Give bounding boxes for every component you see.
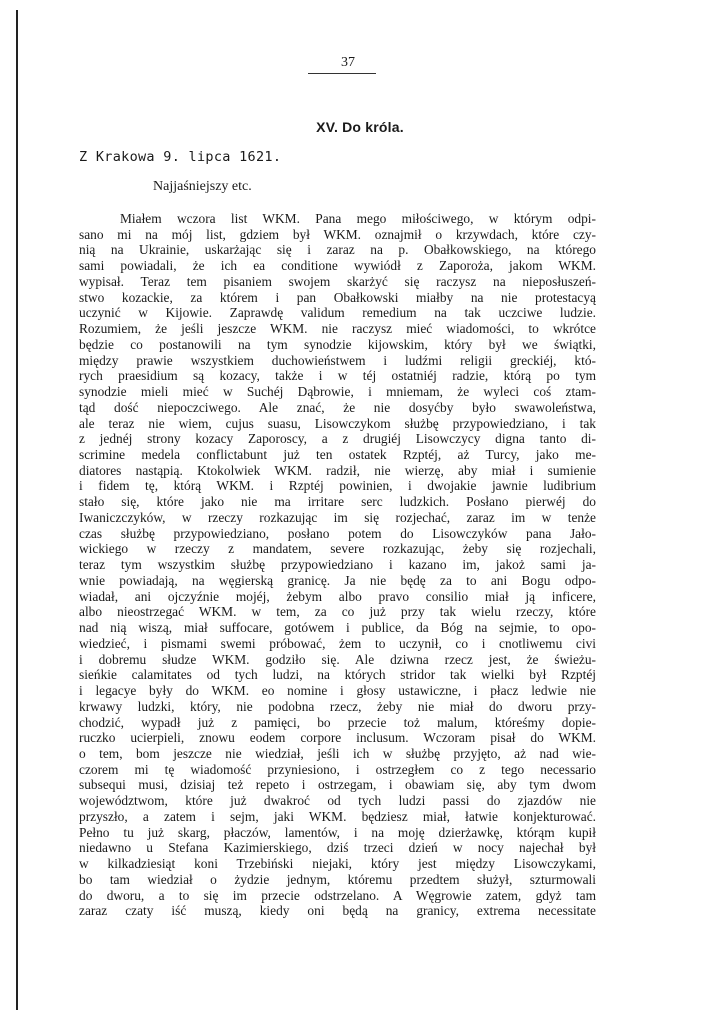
body-line: między prawie wszystkiem duchowieństwem i ludźmi religii greckiéj, któ- — [79, 352, 596, 368]
body-line: scrimine medela conflictabunt już ten ostatek Rzptéj, aż Turcy, jako me- — [79, 447, 596, 463]
body-line: Miałem wczora list WKM. Pana mego miłościwego, w którym odpi- — [120, 211, 596, 226]
letter-dateline: Z Krakowa 9. lipca 1621. — [79, 149, 282, 165]
body-line: zaraz czaty iść muszą, kiedy oni będą na granicy, extrema necessitate — [79, 903, 596, 919]
body-line: Rozumiem, że jeśli jeszcze WKM. nie raczysz mieć wiadomości, to wkrótce — [79, 321, 596, 337]
body-line: stwo kozackie, za którem i pan Obałkowski miałby na nie protestacyą — [79, 289, 596, 305]
body-line: albo nieostrzegać WKM. w tem, za co już przy tak wielu rzeczy, które — [79, 604, 596, 620]
letter-body — [79, 211, 596, 919]
body-line: wiadał, ani ojczyźnie mojéj, żebym albo pravo consilio miał ją inficere, — [79, 588, 596, 604]
body-line: ale teraz nie wiem, cujus suasu, Lisowczykom służbę przypowiedziano, i tak — [79, 415, 596, 431]
body-line: czorem mi tę wiadomość przyniesiono, i ostrzegłem co z tego necessario — [79, 761, 596, 777]
chapter-title: XV. Do króla. — [316, 119, 404, 135]
body-line: krwawy ludzki, który, nie podobna rzecz, żeby nie miał do dworu przy- — [79, 698, 596, 714]
body-line: i dobremu słudze WKM. godziło się. Ale dziwna rzecz jest, że świeżu- — [79, 651, 596, 667]
body-line: województwom, które już dwakroć od tych ludzi passi do zjazdów nie — [79, 793, 596, 809]
body-line: subsequi musi, dzisiaj też repeto i ostrzegam, i obawiam się, aby tym dwom — [79, 777, 596, 793]
body-line: wickiego w rzeczy z mandatem, severe rozkazując, żeby się rozjechali, — [79, 541, 596, 557]
page-number-rule — [308, 73, 376, 74]
body-line: przyszło, a zatem i sejm, jaki WKM. będziesz miał, łatwie konjekturować. — [79, 808, 596, 824]
body-line: czas służbę przypowiedziano, posłano potem do Lisowczyków pana Jało- — [79, 525, 596, 541]
body-line: Iwaniczczyków, w rzeczy rozkazując im się rozjechać, zaraz im w tenże — [79, 509, 596, 525]
body-line: diatores nastąpią. Ktokolwiek WKM. radził, nie wierzę, aby miał i sumienie — [79, 462, 596, 478]
body-line: sami powiadali, że ich ea conditione wywiódł z Zaporoża, jakom WKM. — [79, 258, 596, 274]
page-number: 37 — [341, 55, 355, 70]
body-line: wnie powiadają, na węgierską granicę. Ja nie będę za to ani Bogu odpo- — [79, 572, 596, 588]
body-line: bo tam wiedział o żydzie jednym, któremu przedtem służył, szturmowali — [79, 871, 596, 887]
body-line: rych praesidium są kozacy, także i w téj ostatniéj radzie, którą po tym — [79, 368, 596, 384]
body-line: z jednéj strony kozacy Zaporoscy, a z drugiéj Lisowczycy digna tanto di- — [79, 431, 596, 447]
body-line: teraz tym wszystkim służbę przypowiedziano i kazano im, jakoż sami ja- — [79, 557, 596, 573]
body-line: tąd dość niepoczciwego. Ale znać, że nie dosyćby było swawoleństwa, — [79, 399, 596, 415]
body-line: będzie co postanowili na tym synodzie kijowskim, który był we świątki, — [79, 336, 596, 352]
body-line: nad nią wiszą, miał suffocare, gotówem i publice, da Bóg na sejmie, to opo- — [79, 620, 596, 636]
body-line: Pełno tu już skarg, płaczów, lamentów, i na moję dzierżawkę, którąm kupił — [79, 824, 596, 840]
body-line: w kilkadziesiąt koni Trzebiński niejaki, który jest między Lisowczykami, — [79, 856, 596, 872]
body-line: sano mi na mój list, gdziem był WKM. oznajmił o krzywdach, które czy- — [79, 226, 596, 242]
body-line: stało się, które jako nie ma irritare serc ludzkich. Posłano pierwéj do — [79, 494, 596, 510]
body-line: i legacye były do WKM. eo nomine i głosy ustawiczne, i płacz ledwie nie — [79, 683, 596, 699]
body-line: o tem, bom jeszcze nie wiedział, jeśli ich w służbę przyjęto, aż nad wie- — [79, 745, 596, 761]
body-line: uczynić w Kijowie. Zaprawdę validum remedium na tak uczciwe ludzie. — [79, 305, 596, 321]
body-line: wiedzieć, i pismami swemi próbować, żem to uczynił, co i cnotliwemu civi — [79, 635, 596, 651]
body-line: chodzić, wypadł już z pamięci, bo przecie toż malum, któreśmy dopie- — [79, 714, 596, 730]
body-line: i fidem tę, którą WKM. i Rzptéj powinien, i dwojakie jawnie ludibrium — [79, 478, 596, 494]
letter-salutation: Najjaśniejszy etc. — [153, 179, 252, 194]
body-line: nią na Ukrainie, uskarżając się i zaraz na p. Obałkowskiego, na którego — [79, 242, 596, 258]
body-line: do dworu, a to się im przecie odstrzelano. A Węgrowie zatem, gdyż tam — [79, 887, 596, 903]
page-binding-edge — [16, 10, 18, 1010]
body-line: synodzie mieli mieć w Suchéj Dąbrowie, i mniemam, że wyleci coś ztam- — [79, 384, 596, 400]
body-line: niedawno u Stefana Kazimierskiego, dziś trzeci dzień w nocy najechał był — [79, 840, 596, 856]
body-line: ruczko ucierpieli, znowu eodem corpore inclusum. Wczoram pisał do WKM. — [79, 730, 596, 746]
body-line: sieńkie calamitates od tych ludzi, na których stridor tak wielki był Rzptéj — [79, 667, 596, 683]
body-line: wypisał. Teraz tem pisaniem swojem skarżyć się raczysz na nieposłuszeń- — [79, 273, 596, 289]
